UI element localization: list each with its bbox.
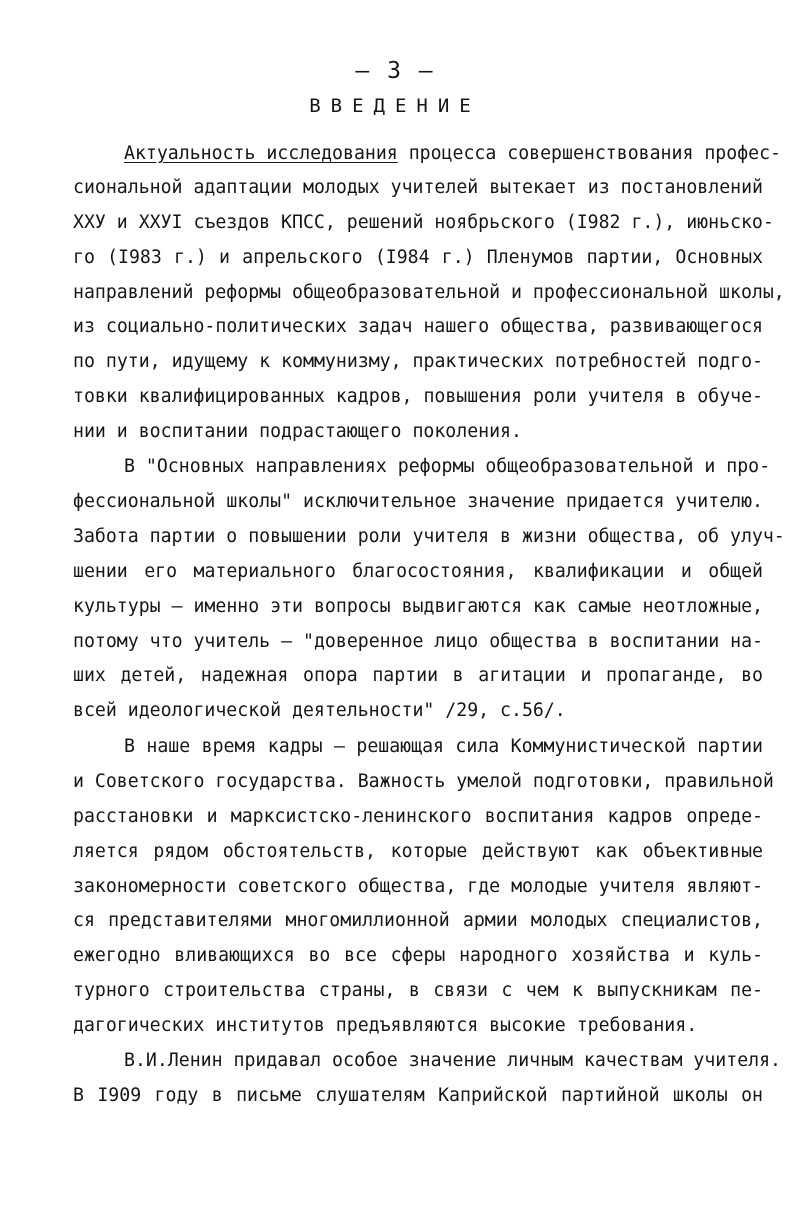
paragraph-line: товки квалифицированных кадров, повышения роли учителя в обуче- [73, 386, 763, 407]
paragraph-line: направлений реформы общеобразовательной и профессиональной школы, [73, 282, 785, 303]
paragraph-line: из социально-политических задач нашего общества, развивающегося [73, 316, 763, 337]
section-heading: ВВЕДЕНИЕ [309, 95, 481, 117]
paragraph-line: В I909 году в письме слушателям Каприйской партийной школы он [73, 1085, 763, 1106]
paragraph-line: всей идеологической деятельности" /29, с.56/. [73, 700, 566, 721]
paragraph-line: шении его материального благосостояния, квалификации и общей [73, 561, 763, 582]
paragraph-line: нии и воспитании подрастающего поколения. [73, 421, 522, 442]
underlined-lead: Актуальность исследования [124, 143, 398, 164]
paragraph-line: В наше время кадры – решающая сила Коммунистической партии [124, 736, 763, 757]
paragraph-line: ХХУ и ХХУI съездов КПСС, решений ноябрьского (I982 г.), июньско- [73, 212, 774, 233]
paragraph-line: В.И.Ленин придавал особое значение личным качествам учителя. [124, 1050, 781, 1071]
paragraph-line: и Советского государства. Важность умелой подготовки, правильной [73, 771, 774, 792]
paragraph-line: Актуальность исследования процесса совершенствования профес- [124, 143, 781, 164]
paragraph-line: ежегодно вливающихся во все сферы народного хозяйства и куль- [73, 945, 763, 966]
paragraph-line: В "Основных направлениях реформы общеобразовательной и про- [124, 456, 771, 477]
paragraph-line: сиональной адаптации молодых учителей вытекает из постановлений [73, 177, 763, 198]
paragraph-line: ляется рядом обстоятельств, которые действуют как объективные [73, 841, 763, 862]
paragraph-line: го (I983 г.) и апрельского (I984 г.) Пленумов партии, Основных [73, 247, 763, 268]
paragraph-line: закономерности советского общества, где молодые учителя являют- [73, 876, 763, 897]
paragraph-line: ших детей, надежная опора партии в агитации и пропаганде, во [73, 665, 763, 686]
paragraph-line: потому что учитель – "доверенное лицо общества в воспитании на- [73, 631, 763, 652]
paragraph-line: ся представителями многомиллионной армии молодых специалистов, [73, 910, 763, 931]
paragraph-line: культуры – именно эти вопросы выдвигаются как самые неотложные, [73, 596, 763, 617]
page-number: – 3 – [355, 58, 435, 84]
paragraph-line: расстановки и марксистско-ленинского воспитания кадров опреде- [73, 806, 763, 827]
paragraph-line: Забота партии о повышении роли учителя в жизни общества, об улуч- [73, 526, 785, 547]
paragraph-line: фессиональной школы" исключительное значение придается учителю. [73, 491, 763, 512]
paragraph-line: дагогических институтов предъявляются высокие требования. [73, 1015, 698, 1036]
paragraph-line: турного строительства страны, в связи с чем к выпускникам пе- [73, 980, 763, 1001]
paragraph-line: по пути, идущему к коммунизму, практических потребностей подго- [73, 351, 763, 372]
